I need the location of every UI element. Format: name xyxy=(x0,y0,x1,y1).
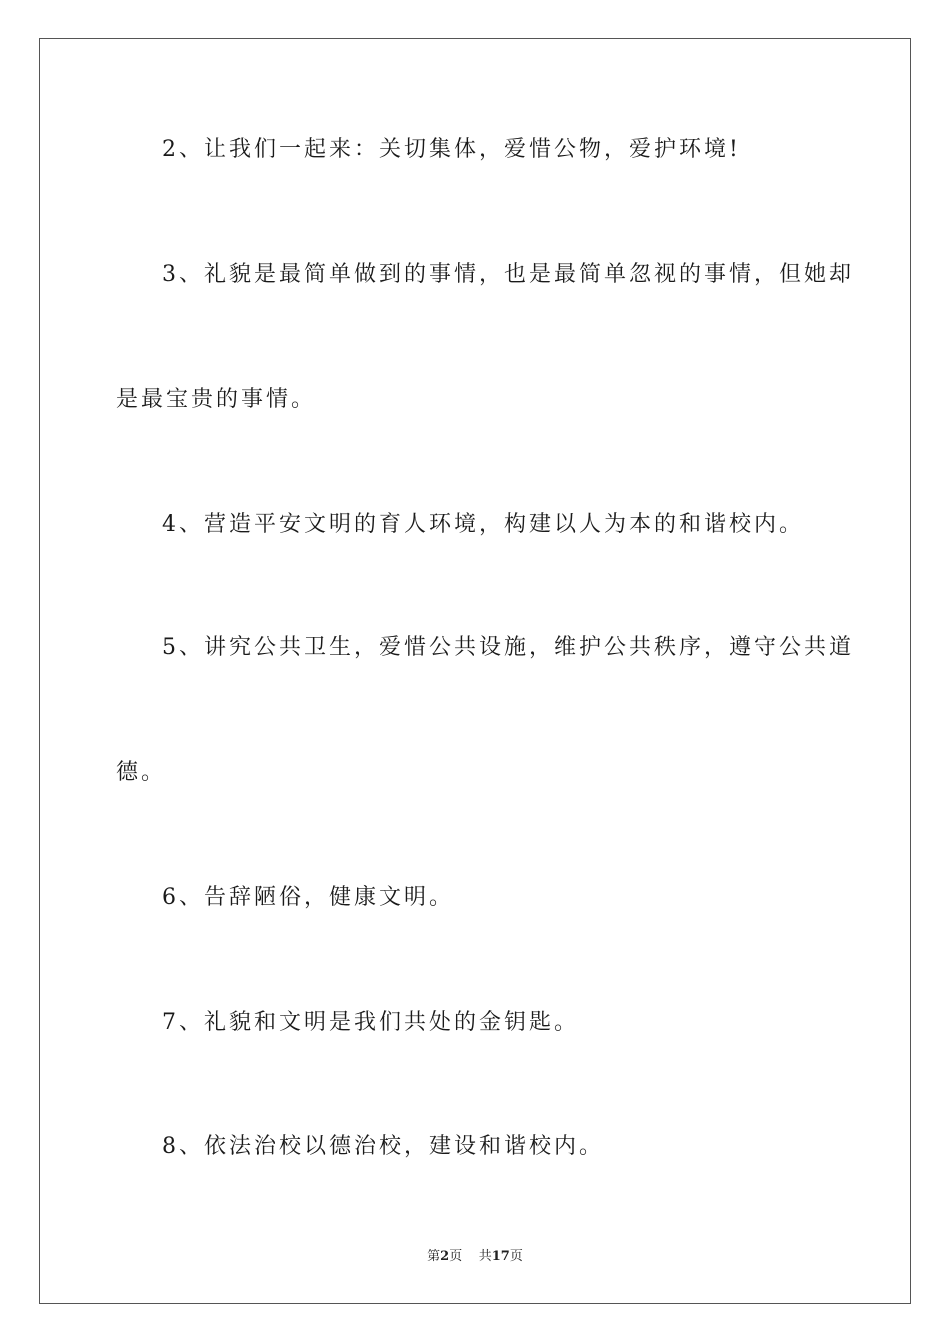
footer-total-pages: 17 xyxy=(491,1249,510,1264)
footer-total-suffix: 页 xyxy=(509,1249,523,1264)
paragraph-item-6: 6、告辞陋俗，健康文明。 xyxy=(162,885,454,910)
paragraph-item-5-line-1: 5、讲究公共卫生，爱惜公共设施，维护公共秩序，遵守公共道 xyxy=(162,635,854,660)
footer-page-number: 2 xyxy=(440,1249,450,1264)
page-border xyxy=(39,38,911,1304)
paragraph-item-7: 7、礼貌和文明是我们共处的金钥匙。 xyxy=(162,1010,579,1035)
footer-page-prefix: 第 xyxy=(427,1249,441,1264)
paragraph-item-2: 2、让我们一起来：关切集体，爱惜公物，爱护环境! xyxy=(162,137,741,162)
paragraph-item-5-line-2: 德。 xyxy=(116,760,167,785)
paragraph-item-3-line-2: 是最宝贵的事情。 xyxy=(116,387,317,412)
footer-page-suffix: 页 xyxy=(449,1249,463,1264)
paragraph-item-4: 4、营造平安文明的育人环境，构建以人为本的和谐校内。 xyxy=(162,512,804,537)
paragraph-item-8: 8、依法治校以德治校，建设和谐校内。 xyxy=(162,1134,604,1159)
page-footer xyxy=(0,1248,950,1266)
footer-total-prefix: 共 xyxy=(478,1249,492,1264)
paragraph-item-3-line-1: 3、礼貌是最简单做到的事情，也是最简单忽视的事情，但她却 xyxy=(162,262,854,287)
